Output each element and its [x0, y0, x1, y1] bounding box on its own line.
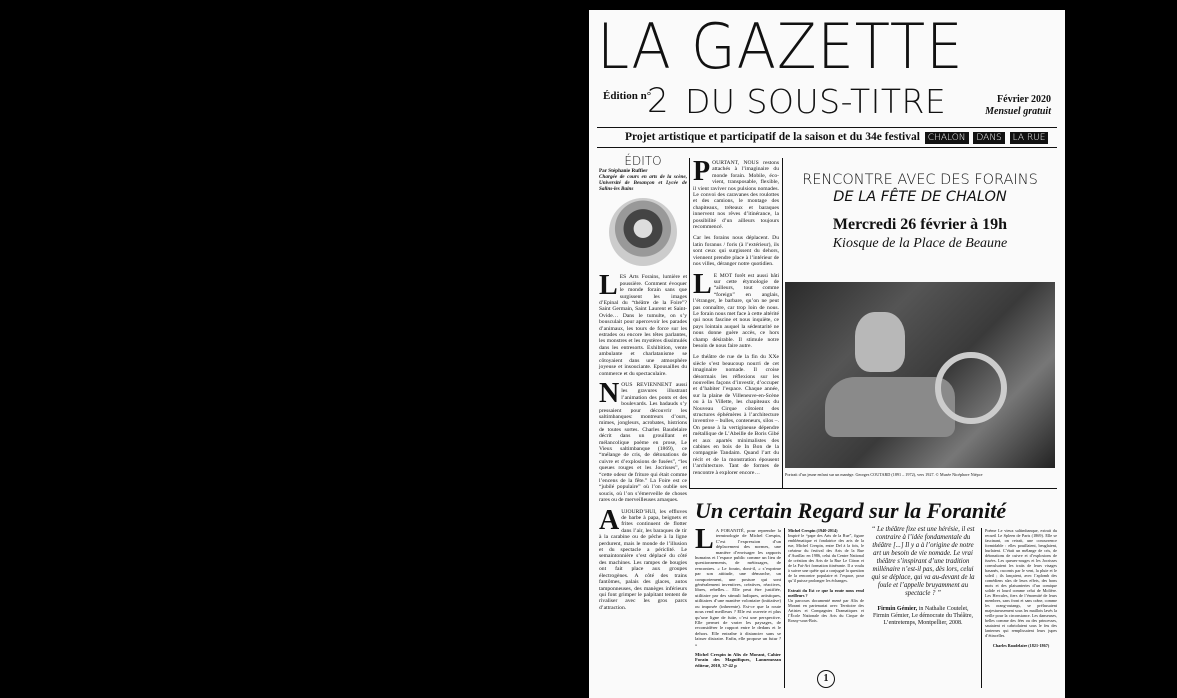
masthead-rule-bottom — [597, 147, 1057, 148]
section-rule — [689, 488, 1057, 489]
edito-paragraph-3: AUJOURD’HUI, les effluves de barbe à papa, beignets et frites continuent de flotter dans l’air, les baraques de tir à la carabine ou de pêche à la ligne perdurent, mais le monde de l’illusion et du spectacle a périclité. Le semaintonnière s’est déplacé du côté des machines. Les rampes de bougies ont fait place aux groupes électrogènes. A côté des trains fantômes, palais des glaces, autos tamponneuses, des manèges inférieurs qui font grimper le palpitant tentent de rivaliser avec les gros parcs d’attraction. — [599, 504, 687, 611]
edito-paragraph-2: NOUS REVIENNENT aussi les gravures illustrant l’animation des ponts et des boulevards. Les badauds s’y pressaient pour découvrir les saltimbanques: montreurs d’ours, mimes, jongleurs, acrobates, histrions de toutes sortes. Charles Baudelaire décrit dans un grouillant et mélancolique poème en prose, Le Vieux saltimbanque (1869), ce “mélange de cris, de détonations de cuivre et d’explosions de fusées”, “les queues rouges et les Jocrisses”, et “cette odeur de friture qui était comme l’encens de la fête.” La Foire est ce “jubilé populaire” où l’on oublie ses soucis, où l’on s’émerveille de choses rares ou de merveilleuses arnaques. — [599, 377, 687, 504]
article-column-b: Michel Crespin (1940-2014) Inspiré le “pape des Arts de la Rue”, figure emblématique et fondatrice des arts de la rue, Michel Crespin, entre Del à la fois, le créateur du festival des Arts de la Rue d’Aurillac en 1986, celui du Centre National de création des Arts de la Rue Le Citron et de la Fai-Art formation itinérante. Il a voulu à suivre une quête qui a conjugué la question de la rencontre populaire et l’espace, pour qu’il puisse prolonger les échanges. Extrait du Est ce que la route nous rend meilleurs ? Un parcours documenté mené par Alix de Morant en partenariat avec Territoire des Artistes et Compagnies Dramatiques et l’École Nationale des Arts du Cirque de Rosny-sous-Bois. — [788, 528, 864, 623]
column-divider — [981, 528, 982, 688]
edito-paragraph-1: LES Arts Forains, lumière et poussière. Comment évoquer le monde forain sans que surgissent les images d’Epinal du “théâtre de la Foire”? Saint Germain, Saint Laurent et Saint-Ovide… Dans le tumulte, on s’y bousculait pour apercevoir les parades d’animaux, les tours de force sur les estrades ou encore les têtes parlantes, les monstres et les mystères dissimulés dans les entresorts. Exhibition, vente ambulante et charlatanisme se côtoyaient dans une atmosphère joyeuse et insouciante. Epousailles du commerce et du spectaculaire. — [599, 270, 687, 377]
forains-column — [693, 156, 779, 481]
tagline-text: Projet artistique et participatif de la saison et du 34e festival — [625, 131, 920, 143]
tagline — [625, 131, 1048, 144]
event-place: Kiosque de la Place de Beaune — [832, 236, 1008, 251]
issue-date — [985, 94, 1051, 118]
tag-dans: DANS — [973, 132, 1004, 144]
masthead-rule-top — [597, 127, 1057, 128]
column-divider — [784, 528, 785, 688]
column-divider — [782, 158, 783, 488]
edito-column — [599, 154, 687, 616]
newspaper-title: LA GAZETTE — [597, 10, 964, 83]
col2-paragraph-4: Le théâtre de rue de la fin du XXe siècle s’est beaucoup nourri de cet imaginaire nomade. Il croise désormais les réflexions sur les nouvelles façons d’investir, d’occuper et d’habiter l’espace. Chaque année, sur la plaine de Villeneuve-en-Scène ou à la Villette, les chapiteaux du Nouveau Cirque côtoient des structures éphémères à l’architecture inventive – bulles, conteneurs, silos –. On pense à la vertigineuse dépendre métallique de L’Abeille de Boris Gibé et aux apartés minimalistes des cabines en bois de In Bon de la compagnie Tandaim. Quand l’art du récit et de la monstration épousent l’architecture. Tant de formes de rencontre à explorer encore… — [693, 354, 779, 476]
photo-caption: Portrait d’un jeune enfant sur un manège. Georges COUTARD (1891 – 1972), vers 1927. © Musée Nicéphore Niépce — [785, 472, 983, 477]
edito-author-role: Chargée de cours en arts de la scène, Université de Besançon et Lycée de Salins-les Bains — [599, 174, 687, 193]
article-column-a: L A FORANITÉ, pour reprendre la terminologie de Michel Crespin, C’est l’expression d’un déplacement des normes, une manière d’envisager les rapports humains et l’espace public comme un lieu de questionnements, de métissages, de rencontres. « Le forain, dont-il, « s’exprime par son attitude, une démarche, un comportement, une posture qui sont généralement inventives, créatives, réactives, libres, rebelles… Elle peut être justifiée, utilitaire par des stimuli ludiques, artistiques, utilitaires d’une manière volontaire (initiative) ou imposée (inherente). Est-ce que la route nous rend meilleurs ? Elle est ouverte et plus qu’une ligne de fuite, c’est une perspective. Elle permet de varier les paysages, de reconsidérer le rapport entre le dedans et le dehors. Elle entraîne à distancier sans se laisser distraire. Enfin, elle propose un futur ? » Michel Crespin in Alix de Morant, Cahier Forain des Magnifiques, Lannemezan éditeur, 2010, 37-42 p — [695, 524, 781, 668]
event-announcement — [785, 160, 1055, 480]
col2-paragraph-2: Car les forains nous déplacent. Du latin foranus / foris (à l’extérieur), ils sont ceux qui surgissent du dehors, viennent prendre place à l’intérieur de nos villes, déranger notre quotidien. — [693, 235, 779, 268]
page-number: 1 — [817, 670, 835, 688]
edito-author: Par Stéphanie Ruffier — [599, 168, 648, 175]
tag-chalon: CHALON — [925, 132, 969, 144]
col2-paragraph-1: POURTANT, NOUS restons attachés à l’imaginaire du monde forain. Mobile, éco-vient, transposable, flexible, il vient raviver nos pulsions nomades. Le convoi des caravanes des roulottes et des camions, le montage des chapiteaux, tréteaux et baraques innervent nos rêves d’itinérance, la possibilité d’un ailleurs toujours recommencé. — [693, 156, 779, 231]
column-divider — [689, 158, 690, 488]
event-date: Mercredi 26 février à 19h — [832, 216, 1008, 233]
tag-la-rue: LA RUE — [1010, 132, 1049, 144]
author-portrait — [609, 198, 677, 266]
article-headline: Un certain Regard sur la Foranité — [695, 498, 1007, 523]
event-title: RENCONTRE AVEC DES FORAINS DE LA FÊTE DE CHALON — [802, 172, 1038, 205]
edition-label: Édition n° — [603, 90, 652, 102]
issue-frequency: Mensuel gratuit — [985, 106, 1051, 117]
edito-heading: ÉDITO — [624, 154, 662, 168]
article-column-d: Poème Le vieux saltimbanque, extrait du recueil Le Spleen de Paris (1869). Elle se fascinant, on retrait, une concurrence formidable : elles pouillaient, beuglaient, hurlaient. C’était un mélange de cris, de détonations de cuivre et d’explosions de fusées. Les queues-rouges et les Jocrisses convulsaient les traits de leurs visages basanés, racornis par le vent, la pluie et le soleil ; ils lançaient, avec l’aplomb des comédiens sûrs de leurs effets, des bons mots et des plaisanteries d’un comique solide et lourd comme celui de Molière. Les Hercules, fiers de l’énormité de leurs membres, sans front et sans crâne, comme les orang-outangs, se prélassaient majestueusement sous les maillots lavés la veille pour la circonstance. Les danseuses, belles comme des fées ou des princesses, sautaient et cabriolaient sous le feu des lanternes qui remplissaient leurs jupes d’étincelles. Charles Baudelaire (1821-1867) — [985, 528, 1057, 648]
article-source: Michel Crespin in Alix de Morant, Cahier Forain des Magnifiques, Lannemezan éditeur, 2010, 37-42 p — [695, 651, 781, 668]
issue-month: Février 2020 — [997, 94, 1051, 105]
newspaper-subtitle: DU SOUS-TITRE — [685, 82, 947, 121]
col2-paragraph-3: L E MOT forêt est aussi bâti sur cette étymologie de “ailleurs, tout comme “foreign” en anglais, l’étranger, le barbare, qu’on ne peut pas connaître, car trop loin de nous. Le forain nous met face à cette altérité qui nous fascine et nous inquiète, ce pays lointain auquel la sédentarité ne nous donne guère accès, ce hors champ désirable. Il stimule notre besoin de nous faire autre. — [693, 268, 779, 349]
carousel-child-photo — [785, 282, 1055, 468]
gemier-quote: “ Le théâtre fixe est une hérésie, il est contraire à l’idée fondamentale du théâtre [...] Il y a à l’origine de notre art un besoin de vie nomade. Le vrai théâtre s’inspirant d’une tradition millénaire n’est-il pas, dès lors, celui qui se déplace, qui va au-devant de la foule et l’appelle bruyamment au spectacle ? ” Firmin Gémier, in Nathalie Coutelet, Firmin Gémier, Le démocrate du Théâtre, L’entretemps, Montpellier, 2008. — [871, 526, 975, 626]
newspaper-page — [589, 10, 1065, 698]
edition-number: 2 — [647, 81, 669, 121]
